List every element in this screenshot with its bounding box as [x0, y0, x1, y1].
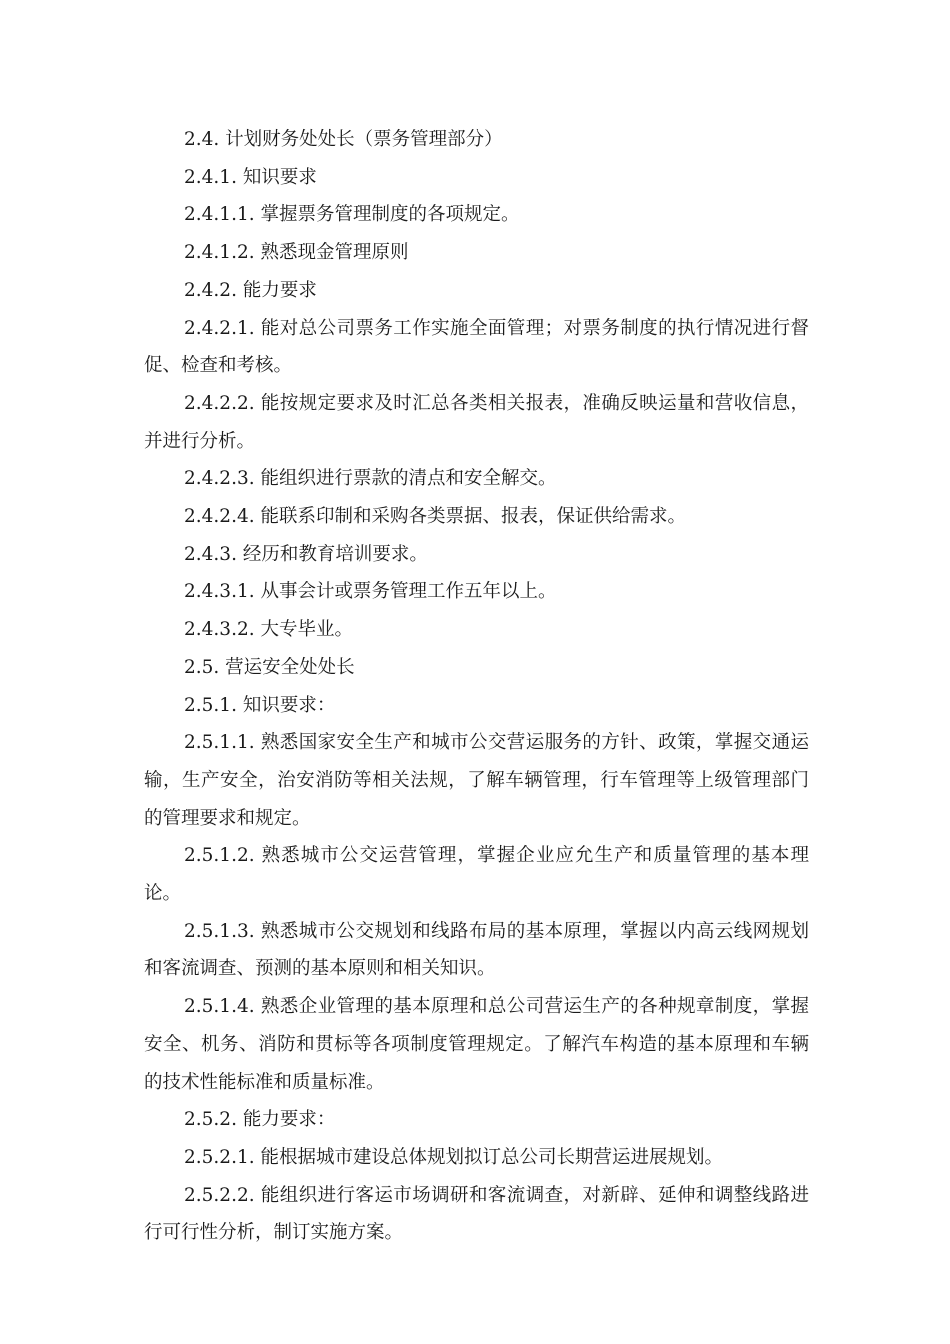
list-item: 2.4.2.3. 能组织进行票款的清点和安全解交。	[184, 468, 557, 490]
list-item: 2.5.2.2. 能组织进行客运市场调研和客流调查，对新辟、延伸和调整线路进行可行性分析，制订实施方案。	[144, 1184, 809, 1244]
list-item: 2.5.2.1. 能根据城市建设总体规划拟订总公司长期营运进展规划。	[184, 1146, 723, 1168]
subsection-heading-2-4-3: 2.4.3. 经历和教育培训要求。	[184, 543, 428, 565]
list-item: 2.4.1.2. 熟悉现金管理原则	[184, 242, 409, 264]
list-item: 2.4.2.1. 能对总公司票务工作实施全面管理；对票务制度的执行情况进行督促、检查和考核。	[144, 317, 809, 377]
subsection-heading-2-5-1: 2.5.1. 知识要求：	[184, 694, 336, 716]
subsection-heading-2-4-1: 2.4.1. 知识要求	[184, 166, 317, 188]
subsection-heading-2-4-2: 2.4.2. 能力要求	[184, 279, 317, 301]
subsection-heading-2-5-2: 2.5.2. 能力要求：	[184, 1109, 336, 1131]
list-item: 2.5.1.1. 熟悉国家安全生产和城市公交营运服务的方针、政策，掌握交通运输，生产安全，治安消防等相关法规，了解车辆管理，行车管理等上级管理部门的管理要求和规定。	[144, 732, 809, 829]
list-item: 2.4.3.1. 从事会计或票务管理工作五年以上。	[184, 581, 557, 603]
list-item: 2.4.2.4. 能联系印制和采购各类票据、报表，保证供给需求。	[184, 506, 686, 528]
section-heading-2-5: 2.5. 营运安全处处长	[184, 656, 355, 678]
section-heading-2-4: 2.4. 计划财务处处长（票务管理部分）	[184, 129, 503, 150]
list-item: 2.5.1.4. 熟悉企业管理的基本原理和总公司营运生产的各种规章制度，掌握安全、机务、消防和贯标等各项制度管理规定。了解汽车构造的基本原理和车辆的技术性能标准和质量标准。	[144, 996, 809, 1093]
list-item: 2.4.1.1. 掌握票务管理制度的各项规定。	[184, 204, 520, 226]
document-body	[144, 121, 809, 1252]
list-item: 2.5.1.3. 熟悉城市公交规划和线路布局的基本原理，掌握以内高云线网规划和客流调查、预测的基本原则和相关知识。	[144, 920, 809, 980]
list-item: 2.5.1.2. 熟悉城市公交运营管理，掌握企业应允生产和质量管理的基本理论。	[144, 845, 809, 905]
list-item: 2.4.3.2. 大专毕业。	[184, 619, 353, 641]
list-item: 2.4.2.2. 能按规定要求及时汇总各类相关报表，准确反映运量和营收信息，并进行分析。	[144, 392, 809, 452]
